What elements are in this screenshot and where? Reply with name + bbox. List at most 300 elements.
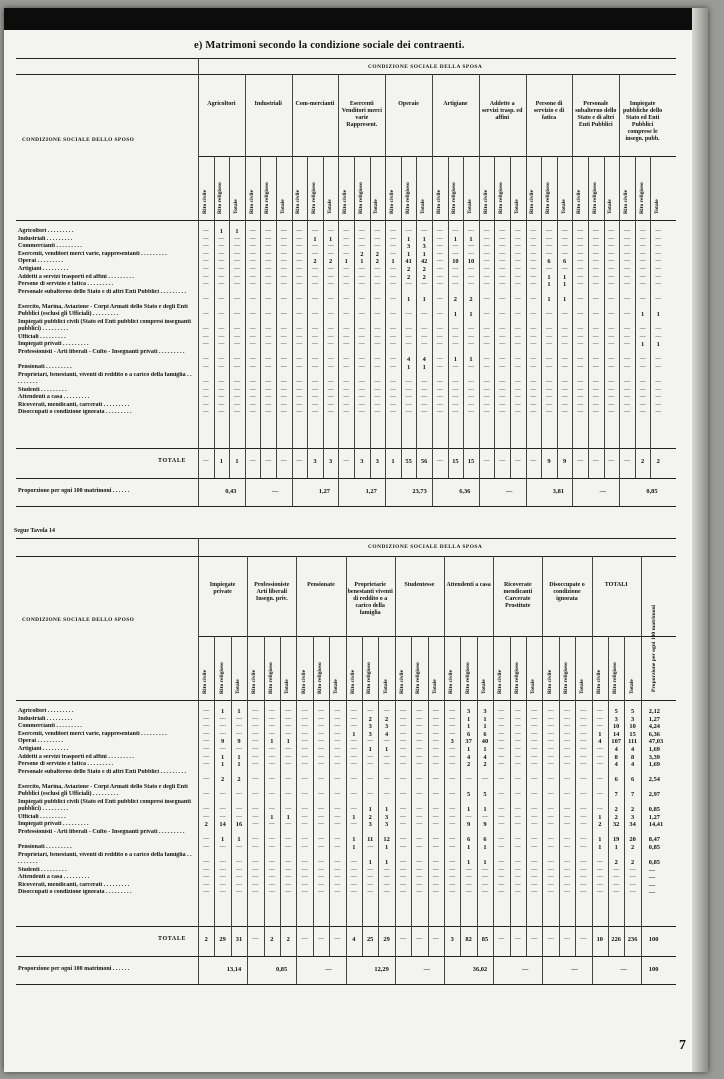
table-cell: 1 xyxy=(270,738,274,746)
empty-cell: — xyxy=(416,889,423,896)
empty-cell: — xyxy=(400,821,406,828)
sub-column-header: Totale xyxy=(235,679,241,694)
empty-cell: — xyxy=(383,708,390,714)
empty-cell: — xyxy=(577,379,584,385)
empty-cell: — xyxy=(449,753,456,760)
empty-cell: — xyxy=(343,394,350,401)
empty-cell: — xyxy=(327,379,334,385)
empty-cell: — xyxy=(449,723,456,730)
empty-cell: — xyxy=(596,881,603,888)
empty-cell: — xyxy=(580,844,587,850)
empty-cell: — xyxy=(265,250,272,257)
empty-cell: — xyxy=(421,379,428,385)
table-cell: 1 xyxy=(469,235,473,243)
empty-cell: — xyxy=(624,386,630,393)
empty-cell: — xyxy=(624,311,630,318)
empty-cell: — xyxy=(249,311,256,318)
empty-cell: — xyxy=(301,723,308,730)
empty-cell: — xyxy=(374,364,381,370)
total-cell: 85 xyxy=(481,936,489,943)
proportion-cell: 0,85 xyxy=(648,844,660,851)
group-divider xyxy=(395,556,396,984)
empty-cell: — xyxy=(296,273,303,280)
empty-cell: — xyxy=(514,715,521,722)
empty-cell: — xyxy=(564,821,570,828)
empty-cell: — xyxy=(285,874,292,881)
empty-cell: — xyxy=(514,356,521,363)
total-cell: 9 xyxy=(547,458,551,465)
empty-cell: — xyxy=(358,333,365,340)
table-cell: 2 xyxy=(375,258,379,266)
empty-cell: — xyxy=(468,250,474,257)
empty-cell: — xyxy=(498,881,505,888)
empty-cell: — xyxy=(530,296,537,303)
empty-cell: — xyxy=(530,364,537,370)
empty-cell: — xyxy=(280,326,287,333)
table-cell: 1 xyxy=(368,806,372,814)
empty-cell: — xyxy=(358,273,365,280)
empty-cell: — xyxy=(280,364,287,370)
empty-cell: — xyxy=(285,723,292,730)
sub-column-header: Rito civile xyxy=(342,189,349,214)
table-cell: 1 xyxy=(469,356,473,364)
empty-cell: — xyxy=(334,761,341,768)
empty-cell: — xyxy=(498,776,505,783)
proportion-cell: — xyxy=(648,881,656,889)
empty-cell: — xyxy=(218,401,225,408)
sub-column-header: Rito civile xyxy=(435,189,442,214)
empty-cell: — xyxy=(202,409,209,416)
empty-cell: — xyxy=(312,409,318,416)
empty-cell: — xyxy=(561,394,568,401)
empty-cell: — xyxy=(547,730,554,737)
row-label: Pensionati . . . . . . . . . xyxy=(18,844,72,850)
empty-cell: — xyxy=(400,874,406,881)
empty-cell: — xyxy=(390,409,396,416)
empty-cell: — xyxy=(577,401,584,408)
empty-cell: — xyxy=(390,235,396,242)
empty-cell: — xyxy=(596,753,603,760)
empty-cell: — xyxy=(219,844,226,850)
sub-column-header: Rito religioso xyxy=(563,662,569,694)
table-cell: 2 xyxy=(384,715,389,723)
empty-cell: — xyxy=(219,715,226,722)
table-cell: 12 xyxy=(383,836,390,844)
empty-cell: — xyxy=(296,266,303,272)
total-cell: 2 xyxy=(286,936,290,943)
empty-cell: — xyxy=(629,889,636,896)
empty-cell: — xyxy=(312,394,318,401)
empty-cell: — xyxy=(421,281,428,288)
sub-column-header: Rito civile xyxy=(389,189,395,214)
empty-cell: — xyxy=(334,738,341,745)
table-cell: 2 xyxy=(368,813,372,821)
empty-cell: — xyxy=(547,715,554,722)
table-cell: 6 xyxy=(466,836,471,844)
empty-cell: — xyxy=(265,258,272,265)
table-cell: 1 xyxy=(469,311,473,319)
table-cell: 1 xyxy=(384,859,389,866)
sub-column-header: Totale xyxy=(420,199,427,214)
empty-cell: — xyxy=(498,813,505,820)
total-cell: 29 xyxy=(219,936,226,943)
empty-cell: — xyxy=(530,458,537,464)
empty-cell: — xyxy=(416,859,423,865)
proportion-rule xyxy=(16,478,676,479)
sub-column-header: Rito civile xyxy=(248,189,255,214)
empty-cell: — xyxy=(219,746,226,752)
sub-column-header: Totale xyxy=(467,199,473,214)
empty-cell: — xyxy=(531,844,538,850)
empty-cell: — xyxy=(483,394,490,401)
empty-cell: — xyxy=(383,874,390,881)
empty-cell: — xyxy=(564,776,570,783)
empty-cell: — xyxy=(639,401,646,408)
empty-cell: — xyxy=(343,364,350,370)
table-cell: 9 xyxy=(220,738,225,746)
proportion-value: — xyxy=(325,966,332,973)
empty-cell: — xyxy=(608,341,615,348)
empty-cell: — xyxy=(358,326,365,333)
total-cell: 2 xyxy=(270,936,274,943)
empty-cell: — xyxy=(436,228,443,234)
empty-cell: — xyxy=(436,409,443,416)
empty-cell: — xyxy=(436,235,443,242)
empty-cell: — xyxy=(530,243,537,250)
total-cell: 236 xyxy=(627,936,638,943)
empty-cell: — xyxy=(655,386,662,393)
empty-cell: — xyxy=(482,866,488,873)
empty-cell: — xyxy=(592,228,599,234)
empty-cell: — xyxy=(265,458,272,464)
row-label: Proprietari, benestanti, viventi di reddito o a carico della famiglia . . . . . . . . . xyxy=(18,371,192,385)
empty-cell: — xyxy=(531,874,538,881)
empty-cell: — xyxy=(312,311,318,318)
empty-cell: — xyxy=(580,723,587,730)
table-top-rule xyxy=(16,58,676,59)
empty-cell: — xyxy=(639,281,646,288)
empty-cell: — xyxy=(334,746,341,752)
empty-cell: — xyxy=(483,333,490,340)
empty-cell: — xyxy=(592,458,599,464)
empty-cell: — xyxy=(514,730,521,737)
empty-cell: — xyxy=(234,296,240,303)
empty-cell: — xyxy=(285,806,292,813)
empty-cell: — xyxy=(514,753,521,760)
empty-cell: — xyxy=(530,341,537,348)
empty-cell: — xyxy=(265,296,272,303)
table-cell: 2 xyxy=(220,776,225,784)
empty-cell: — xyxy=(514,273,521,280)
sub-column-header: Rito civile xyxy=(482,189,489,214)
table-cell: 1 xyxy=(391,258,395,266)
empty-cell: — xyxy=(203,761,210,768)
empty-cell: — xyxy=(547,738,554,745)
table-cell: 1 xyxy=(483,715,487,723)
empty-cell: — xyxy=(318,761,324,768)
empty-cell: — xyxy=(318,813,324,820)
empty-cell: — xyxy=(608,296,615,303)
empty-cell: — xyxy=(268,761,275,768)
empty-cell: — xyxy=(265,311,272,318)
table-cell: 1 xyxy=(220,708,225,715)
empty-cell: — xyxy=(400,881,406,888)
sub-column-header: Totale xyxy=(481,679,487,694)
empty-cell: — xyxy=(318,866,324,873)
empty-cell: — xyxy=(249,326,256,333)
proportion-value: — xyxy=(599,488,606,495)
empty-cell: — xyxy=(514,243,521,250)
table-cell: 6 xyxy=(483,836,487,844)
empty-cell: — xyxy=(436,356,443,363)
table-cell: 4 xyxy=(598,738,602,746)
empty-cell: — xyxy=(546,401,552,408)
table-cell: 1 xyxy=(598,730,602,738)
empty-cell: — xyxy=(580,791,587,798)
empty-cell: — xyxy=(416,806,423,813)
empty-cell: — xyxy=(592,379,599,385)
empty-cell: — xyxy=(218,326,225,333)
empty-cell: — xyxy=(327,401,334,408)
proportion-cell: — xyxy=(648,889,656,897)
empty-cell: — xyxy=(483,296,490,303)
empty-cell: — xyxy=(334,866,341,873)
empty-cell: — xyxy=(449,746,456,752)
empty-cell: — xyxy=(400,889,406,896)
empty-cell: — xyxy=(416,874,423,881)
row-label: Professionisti - Arti liberali - Culto - Insegnanti privati . . . . . . . . . xyxy=(18,829,185,835)
sub-column-header: Totale xyxy=(284,679,291,694)
empty-cell: — xyxy=(416,821,423,828)
empty-cell: — xyxy=(624,326,630,333)
empty-cell: — xyxy=(530,333,537,340)
empty-cell: — xyxy=(416,738,423,745)
empty-cell: — xyxy=(580,708,587,714)
empty-cell: — xyxy=(280,235,287,242)
empty-cell: — xyxy=(498,753,505,760)
empty-cell: — xyxy=(514,844,521,850)
empty-cell: — xyxy=(383,753,390,760)
empty-cell: — xyxy=(580,746,587,752)
empty-cell: — xyxy=(296,296,303,303)
empty-cell: — xyxy=(400,836,406,843)
empty-cell: — xyxy=(374,311,381,318)
empty-cell: — xyxy=(416,866,423,873)
empty-cell: — xyxy=(499,458,506,464)
empty-cell: — xyxy=(432,730,439,737)
empty-cell: — xyxy=(296,394,303,401)
empty-cell: — xyxy=(416,936,423,942)
empty-cell: — xyxy=(334,889,341,896)
empty-cell: — xyxy=(252,859,259,865)
empty-cell: — xyxy=(367,881,374,888)
empty-cell: — xyxy=(514,341,521,348)
empty-cell: — xyxy=(236,715,242,722)
empty-cell: — xyxy=(580,806,587,813)
empty-cell: — xyxy=(301,889,308,896)
empty-cell: — xyxy=(608,235,615,242)
empty-cell: — xyxy=(421,394,428,401)
empty-cell: — xyxy=(203,791,210,798)
row-label: Professionisti - Arti liberali - Culto - Insegnanti privati . . . . . . . . . xyxy=(18,349,185,355)
empty-cell: — xyxy=(531,761,538,768)
proportion-value: 36,02 xyxy=(472,966,488,973)
empty-cell: — xyxy=(514,776,521,783)
empty-cell: — xyxy=(296,235,303,242)
empty-cell: — xyxy=(514,738,521,745)
total-label: TOTALE xyxy=(158,936,187,942)
empty-cell: — xyxy=(343,296,350,303)
empty-cell: — xyxy=(374,273,381,280)
table-cell: 2 xyxy=(204,821,208,829)
table-cell: 1 xyxy=(220,753,225,761)
empty-cell: — xyxy=(608,409,615,416)
empty-cell: — xyxy=(249,250,256,257)
empty-cell: — xyxy=(202,235,209,242)
sub-column-header: Rito civile xyxy=(399,669,405,694)
total-cell: 10 xyxy=(596,936,603,943)
empty-cell: — xyxy=(296,326,303,333)
empty-cell: — xyxy=(592,273,599,280)
empty-cell: — xyxy=(483,258,490,265)
empty-cell: — xyxy=(280,228,287,234)
total-cell: 2 xyxy=(204,936,208,943)
empty-cell: — xyxy=(592,333,599,340)
empty-cell: — xyxy=(655,228,662,234)
table-cell: 1 xyxy=(344,258,348,266)
empty-cell: — xyxy=(400,866,406,873)
sub-column-header: Rito religioso xyxy=(612,662,619,694)
column-group-header: Pensionate xyxy=(307,582,335,588)
empty-cell: — xyxy=(234,341,240,348)
empty-cell: — xyxy=(483,386,490,393)
empty-cell: — xyxy=(514,806,521,813)
empty-cell: — xyxy=(400,806,406,813)
empty-cell: — xyxy=(452,266,459,272)
proportion-value: — xyxy=(272,488,279,495)
empty-cell: — xyxy=(367,874,374,881)
empty-cell: — xyxy=(596,715,603,722)
empty-cell: — xyxy=(483,235,490,242)
empty-cell: — xyxy=(580,821,587,828)
empty-cell: — xyxy=(483,341,490,348)
empty-cell: — xyxy=(203,776,210,783)
empty-cell: — xyxy=(499,364,506,370)
empty-cell: — xyxy=(436,394,443,401)
sub-column-header: Rito civile xyxy=(295,189,302,214)
empty-cell: — xyxy=(218,356,225,363)
empty-cell: — xyxy=(252,753,259,760)
empty-cell: — xyxy=(432,866,439,873)
empty-cell: — xyxy=(202,333,209,340)
sub-column-header: Rito religioso xyxy=(545,182,551,214)
empty-cell: — xyxy=(624,243,630,250)
table-cell: 1 xyxy=(453,311,457,319)
total-cell: 55 xyxy=(405,458,412,465)
empty-cell: — xyxy=(285,753,292,760)
empty-cell: — xyxy=(655,364,662,370)
empty-cell: — xyxy=(416,761,423,768)
row-label: Studenti . . . . . . . . . xyxy=(18,866,67,873)
empty-cell: — xyxy=(465,874,472,881)
empty-cell: — xyxy=(219,866,226,873)
empty-cell: — xyxy=(301,874,308,881)
empty-cell: — xyxy=(449,813,456,820)
empty-cell: — xyxy=(421,228,428,234)
empty-cell: — xyxy=(268,730,275,737)
empty-cell: — xyxy=(202,258,209,265)
proportion-value: 12,29 xyxy=(374,966,389,973)
empty-cell: — xyxy=(499,243,506,250)
empty-cell: — xyxy=(531,866,538,873)
empty-cell: — xyxy=(280,409,287,416)
empty-cell: — xyxy=(514,836,521,843)
empty-cell: — xyxy=(499,250,506,257)
sub-column-header: Rito civile xyxy=(595,669,602,694)
empty-cell: — xyxy=(234,243,240,250)
empty-cell: — xyxy=(405,326,412,333)
empty-cell: — xyxy=(252,813,259,820)
empty-cell: — xyxy=(608,401,615,408)
sub-column-header: Rito civile xyxy=(201,189,208,214)
empty-cell: — xyxy=(312,356,318,363)
empty-cell: — xyxy=(218,281,225,288)
column-group-header: Impiegate pubbliche dello Stato ed Enti Pubblici comprese le insegn. pubb. xyxy=(622,101,663,142)
empty-cell: — xyxy=(421,311,428,318)
empty-cell: — xyxy=(577,356,584,363)
total-cell: 82 xyxy=(465,936,472,943)
empty-cell: — xyxy=(265,379,272,385)
empty-cell: — xyxy=(482,776,488,783)
empty-cell: — xyxy=(639,250,646,257)
group-divider xyxy=(493,556,494,984)
empty-cell: — xyxy=(312,364,318,370)
empty-cell: — xyxy=(236,746,242,752)
empty-cell: — xyxy=(655,379,662,385)
empty-cell: — xyxy=(358,379,365,385)
empty-cell: — xyxy=(577,364,584,370)
empty-cell: — xyxy=(655,356,662,363)
empty-cell: — xyxy=(514,235,521,242)
empty-cell: — xyxy=(452,341,459,348)
empty-cell: — xyxy=(374,296,381,303)
empty-cell: — xyxy=(334,730,341,737)
column-group-header: Operaie xyxy=(398,101,419,107)
empty-cell: — xyxy=(374,394,381,401)
empty-cell: — xyxy=(265,266,272,272)
empty-cell: — xyxy=(334,791,341,798)
empty-cell: — xyxy=(358,235,365,242)
group-divider xyxy=(641,556,642,984)
table-bottom-rule xyxy=(16,506,676,507)
empty-cell: — xyxy=(301,866,308,873)
empty-cell: — xyxy=(374,326,381,333)
empty-cell: — xyxy=(268,791,275,798)
empty-cell: — xyxy=(390,250,396,257)
proportion-value: 23,73 xyxy=(412,488,427,495)
empty-cell: — xyxy=(546,386,552,393)
page-title: e) Matrimoni secondo la condizione sociale dei contraenti. xyxy=(194,40,465,51)
row-label: Personale subalterno dello Stato e di altri Enti Pubblici . . . . . . . . . xyxy=(18,288,187,295)
empty-cell: — xyxy=(416,836,423,843)
empty-cell: — xyxy=(530,258,537,265)
empty-cell: — xyxy=(400,723,406,730)
empty-cell: — xyxy=(546,235,552,242)
empty-cell: — xyxy=(249,379,256,385)
empty-cell: — xyxy=(236,806,242,813)
empty-cell: — xyxy=(596,708,603,714)
empty-cell: — xyxy=(547,708,554,714)
